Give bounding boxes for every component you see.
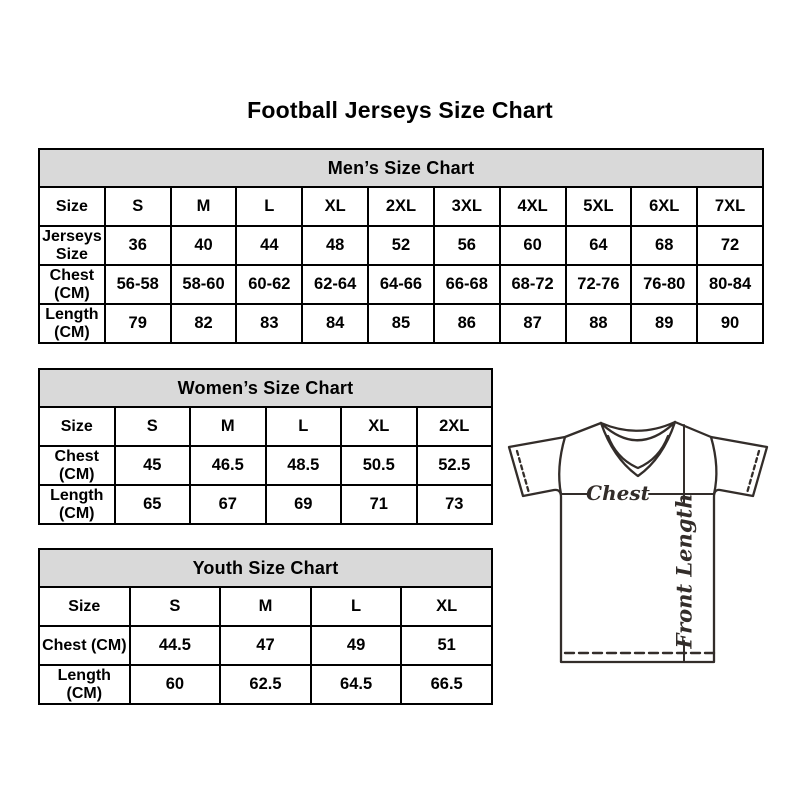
mens-size-table [38,148,764,344]
table-cell: 3XL [434,187,500,226]
table-cell: 5XL [566,187,632,226]
page-title: Football Jerseys Size Chart [247,97,553,123]
table-cell: 86 [434,304,500,343]
table-cell: 40 [171,226,237,265]
youth-size-table [38,548,493,705]
table-cell: 73 [417,485,493,524]
jersey-outline [509,422,767,662]
row-label: Size [39,407,115,446]
table-cell: 71 [341,485,417,524]
table-header-row [39,369,492,407]
table-cell: 82 [171,304,237,343]
table-cell: 68-72 [500,265,566,304]
row-label: Length (CM) [39,485,115,524]
table-cell: 2XL [368,187,434,226]
table-cell: 62-64 [302,265,368,304]
table-cell: L [266,407,342,446]
table-cell: 44.5 [130,626,221,665]
table-cell: 48.5 [266,446,342,485]
table-cell: 6XL [631,187,697,226]
youth-table-title: Youth Size Chart [39,549,492,587]
table-cell: S [115,407,191,446]
table-cell: 48 [302,226,368,265]
jersey-measurement-diagram [500,396,776,688]
table-cell: 4XL [500,187,566,226]
table-cell: 85 [368,304,434,343]
table-cell: XL [341,407,417,446]
table-cell: 51 [401,626,492,665]
table-cell: 88 [566,304,632,343]
table-header-row [39,549,492,587]
table-cell: 76-80 [631,265,697,304]
table-header-row [39,149,763,187]
table-cell: XL [302,187,368,226]
jersey-left-cuff-stitch [517,451,529,493]
table-cell: 84 [302,304,368,343]
jersey-collar-back-arc [601,422,675,431]
row-label: Length (CM) [39,304,105,343]
table-cell: 80-84 [697,265,763,304]
table-cell: 46.5 [190,446,266,485]
table-row [39,446,492,485]
table-row [39,626,492,665]
table-cell: L [236,187,302,226]
table-cell: 58-60 [171,265,237,304]
jersey-right-cuff-stitch [747,451,759,493]
table-cell: 60 [130,665,221,704]
table-cell: 87 [500,304,566,343]
row-label: Size [39,187,105,226]
table-cell: 83 [236,304,302,343]
table-cell: 65 [115,485,191,524]
table-cell: 50.5 [341,446,417,485]
table-cell: 64.5 [311,665,402,704]
row-label: Chest (CM) [39,446,115,485]
table-cell: 60 [500,226,566,265]
table-cell: M [190,407,266,446]
table-row [39,187,763,226]
table-cell: 2XL [417,407,493,446]
table-row [39,485,492,524]
front-length-label: Front Length [671,493,697,649]
jersey-left-seam [559,437,565,494]
table-cell: 69 [266,485,342,524]
table-cell: 47 [220,626,311,665]
table-cell: 68 [631,226,697,265]
table-row [39,304,763,343]
table-cell: 56 [434,226,500,265]
table-cell: S [130,587,221,626]
table-cell: 72-76 [566,265,632,304]
table-cell: 44 [236,226,302,265]
table-cell: 52 [368,226,434,265]
table-row [39,407,492,446]
row-label: Length (CM) [39,665,130,704]
table-cell: 89 [631,304,697,343]
table-cell: M [220,587,311,626]
mens-table-title: Men’s Size Chart [39,149,763,187]
table-row [39,665,492,704]
row-label: Chest (CM) [39,265,105,304]
womens-table-title: Women’s Size Chart [39,369,492,407]
row-label: Jerseys Size [39,226,105,265]
table-cell: L [311,587,402,626]
table-cell: 66.5 [401,665,492,704]
table-cell: 67 [190,485,266,524]
table-cell: 45 [115,446,191,485]
table-cell: 62.5 [220,665,311,704]
table-row [39,226,763,265]
table-cell: 56-58 [105,265,171,304]
table-cell: 52.5 [417,446,493,485]
table-cell: 7XL [697,187,763,226]
table-row [39,587,492,626]
table-cell: 79 [105,304,171,343]
table-cell: 66-68 [434,265,500,304]
table-cell: M [171,187,237,226]
table-cell: 60-62 [236,265,302,304]
table-row [39,265,763,304]
table-cell: 64 [566,226,632,265]
table-cell: 90 [697,304,763,343]
jersey-right-seam [711,437,716,494]
chest-label: Chest [586,481,650,505]
row-label: Size [39,587,130,626]
table-cell: 64-66 [368,265,434,304]
row-label: Chest (CM) [39,626,130,665]
table-cell: 49 [311,626,402,665]
table-cell: 36 [105,226,171,265]
table-cell: S [105,187,171,226]
womens-size-table [38,368,493,525]
table-cell: 72 [697,226,763,265]
table-cell: XL [401,587,492,626]
